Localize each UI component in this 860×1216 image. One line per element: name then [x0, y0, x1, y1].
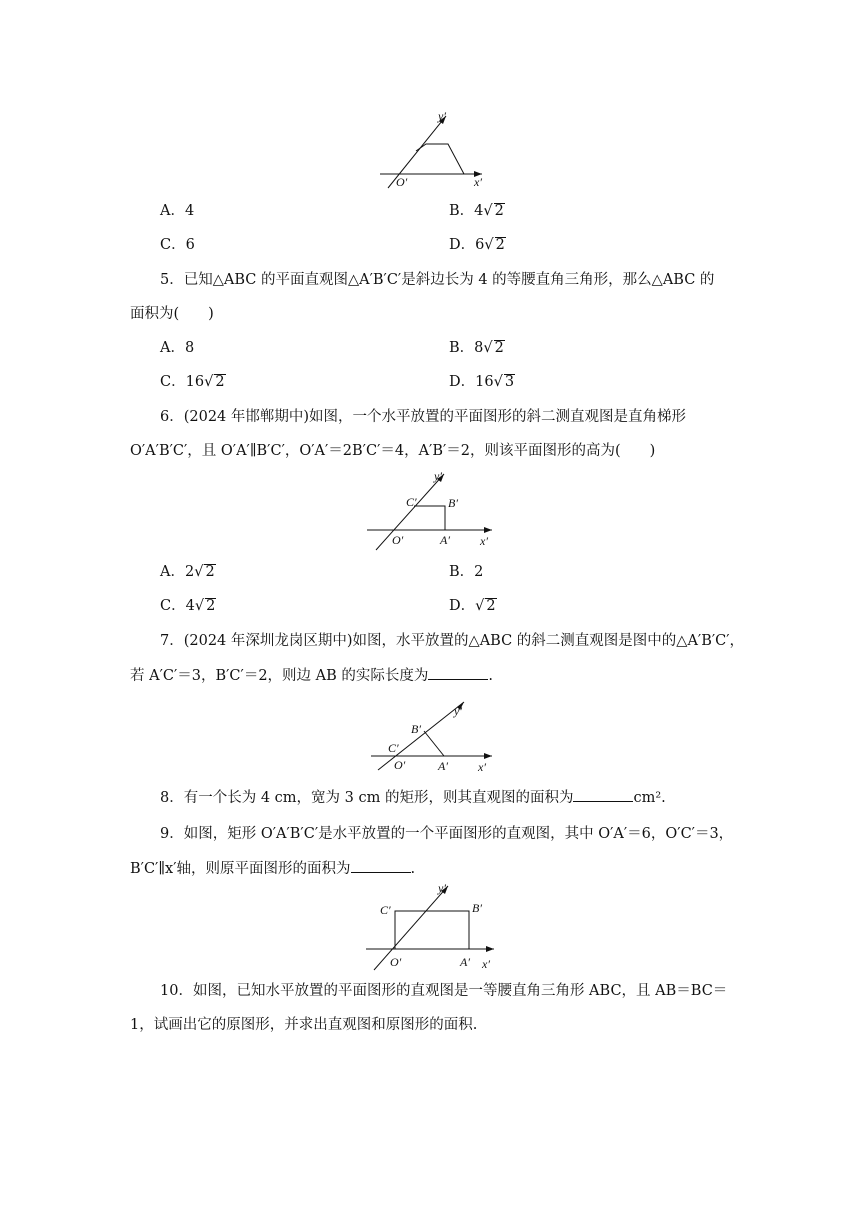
q4-option-a: A．4 — [160, 203, 195, 219]
q4-option-c: C．6 — [160, 237, 195, 253]
q9-figure — [362, 878, 502, 974]
q4-option-d: D．6√ 2 — [449, 237, 505, 253]
q8-stem: 8．有一个长为 4 cm，宽为 3 cm 的矩形，则其直观图的面积为 cm². — [160, 787, 666, 808]
q8-answer-blank[interactable] — [573, 787, 633, 802]
q6-option-c: C．4√ 2 — [160, 598, 216, 614]
q6-fig-b-label: B′ — [448, 496, 458, 510]
q5-option-a: A．8 — [160, 340, 195, 356]
q4-fig-y-label: y′ — [438, 109, 446, 123]
q6-fig-c-label: C′ — [406, 495, 417, 509]
q7-fig-c-label: C′ — [388, 741, 399, 755]
q4-figure — [370, 104, 490, 190]
q6-figure — [362, 466, 502, 552]
q6-stem-line2: O′A′B′C′，且 O′A′∥B′C′，O′A′＝2B′C′＝4，A′B′＝2，则该平面图形的高为( ) — [130, 443, 656, 459]
q5-option-c: C．16√ 2 — [160, 374, 225, 390]
q6-fig-y-label: y′ — [434, 469, 442, 483]
q9-fig-b-label: B′ — [472, 901, 482, 915]
q6-option-d: D．√ 2 — [449, 598, 496, 614]
q7-fig-o-label: O′ — [394, 758, 406, 772]
q7-answer-blank[interactable] — [428, 665, 488, 680]
q9-fig-y-label: y′ — [438, 881, 446, 895]
q6-fig-x-label: x′ — [480, 534, 488, 548]
q9-stem-line2: B′C′∥x′轴，则原平面图形的面积为 . — [130, 858, 415, 879]
q5-option-d: D．16√ 3 — [449, 374, 515, 390]
q9-fig-c-label: C′ — [380, 903, 391, 917]
q6-fig-a-label: A′ — [440, 533, 450, 547]
q4-fig-o-label: O′ — [396, 175, 408, 189]
q9-fig-x-label: x′ — [482, 957, 490, 971]
q7-fig-a-label: A′ — [438, 759, 448, 773]
q5-stem-line2: 面积为( ) — [130, 306, 214, 322]
q7-fig-x-label: x′ — [478, 760, 486, 774]
q9-fig-a-label: A′ — [460, 955, 470, 969]
q10-stem-line1: 10．如图，已知水平放置的平面图形的直观图是一等腰直角三角形 ABC，且 AB＝BC＝ — [160, 983, 728, 999]
q6-option-b: B．2 — [449, 564, 484, 580]
q7-fig-b-label: B′ — [411, 722, 421, 736]
q9-answer-blank[interactable] — [351, 858, 411, 873]
q7-stem-line2: 若 A′C′＝3，B′C′＝2，则边 AB 的实际长度为 . — [130, 665, 493, 686]
q4-option-b: B．4√ 2 — [449, 203, 504, 219]
q6-option-a: A．2√ 2 — [160, 564, 215, 580]
q9-fig-o-label: O′ — [390, 955, 402, 969]
q6-stem-line1: 6．(2024 年邯郸期中)如图，一个水平放置的平面图形的斜二测直观图是直角梯形 — [160, 409, 687, 425]
q7-stem-line1: 7．(2024 年深圳龙岗区期中)如图，水平放置的△ABC 的斜二测直观图是图中的△A′B′C′， — [160, 633, 745, 649]
q7-figure — [366, 696, 502, 776]
q10-stem-line2: 1，试画出它的原图形，并求出直观图和原图形的面积. — [130, 1017, 478, 1033]
q4-fig-x-label: x′ — [474, 175, 482, 189]
q5-stem-line1: 5．已知△ABC 的平面直观图△A′B′C′是斜边长为 4 的等腰直角三角形，那么△ABC 的 — [160, 272, 715, 288]
q6-fig-o-label: O′ — [392, 533, 404, 547]
q9-stem-line1: 9．如图，矩形 O′A′B′C′是水平放置的一个平面图形的直观图，其中 O′A′＝6，O′C′＝3， — [160, 826, 734, 842]
q7-fig-y-label: y′ — [454, 704, 462, 718]
q5-option-b: B．8√ 2 — [449, 340, 504, 356]
